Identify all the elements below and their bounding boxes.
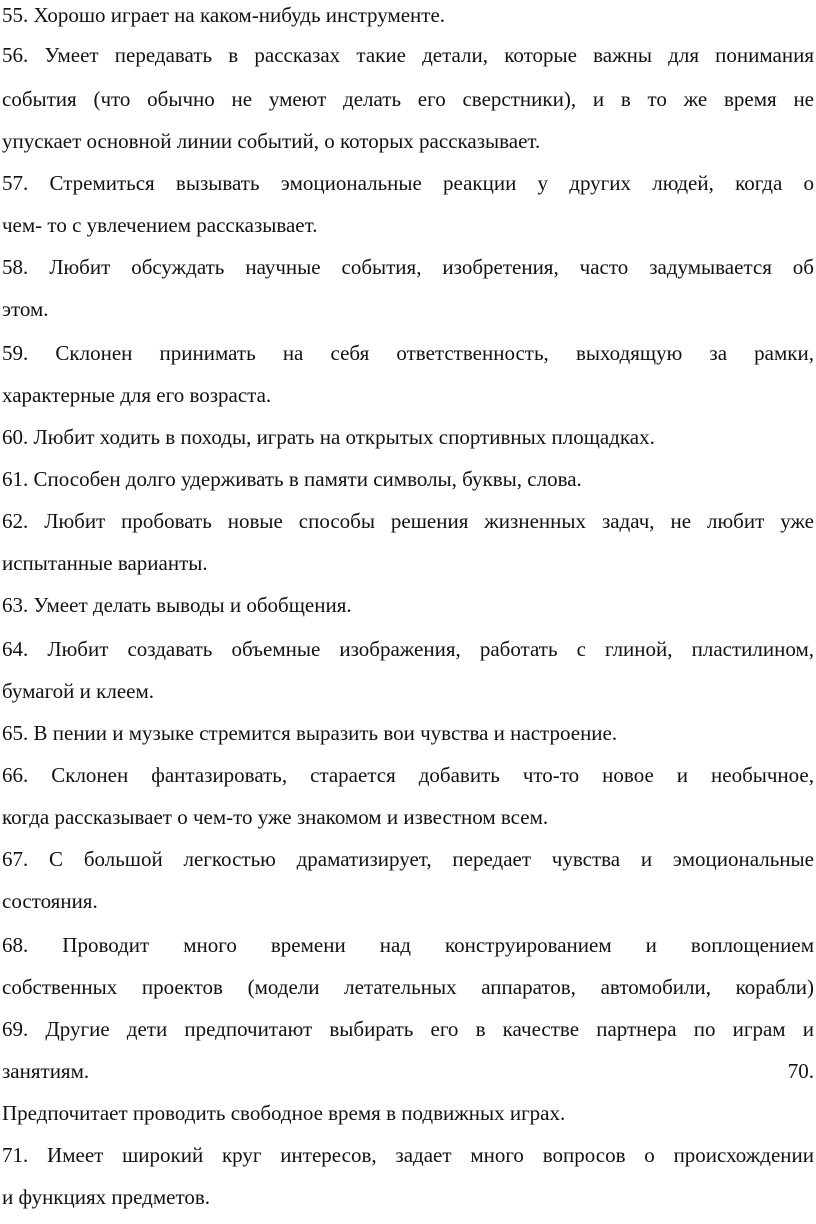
text-line: чем- то с увлечением рассказывает. [2,213,318,237]
text-line: события (что обычно не умеют делать его сверстники), и в то же время не [2,87,814,111]
text-line: 69. Другие дети предпочитают выбирать его в качестве партнера по играм и [2,1017,814,1041]
text-line: 61. Способен долго удерживать в памяти символы, буквы, слова. [2,467,582,491]
text-line: 68. Проводит много времени над конструированием и воплощением [2,933,814,957]
text-line: 58. Любит обсуждать научные события, изобретения, часто задумывается об [2,255,814,279]
text-line-trailing: 70. [787,1059,814,1083]
text-line: этом. [2,297,49,321]
text-line: 66. Склонен фантазировать, старается добавить что-то новое и необычное, [2,763,814,787]
text-line: и функциях предметов. [2,1185,211,1209]
text-line: испытанные варианты. [2,551,208,575]
text-line: 64. Любит создавать объемные изображения, работать с глиной, пластилином, [2,637,814,661]
text-line: 59. Склонен принимать на себя ответственность, выходящую за рамки, [2,341,814,365]
text-line: характерные для его возраста. [2,383,272,407]
text-line: 63. Умеет делать выводы и обобщения. [2,593,352,617]
text-line-start: занятиям. [2,1059,90,1083]
text-line: Предпочитает проводить свободное время в подвижных играх. [2,1101,566,1125]
text-line: 57. Стремиться вызывать эмоциональные реакции у других людей, когда о [2,171,814,195]
text-line: 67. С большой легкостью драматизирует, передает чувства и эмоциональные [2,847,814,871]
text-line: состояния. [2,889,98,913]
text-line: 65. В пении и музыке стремится выразить вои чувства и настроение. [2,721,618,745]
text-line: 62. Любит пробовать новые способы решения жизненных задач, не любит уже [2,509,814,533]
text-line: 60. Любит ходить в походы, играть на открытых спортивных площадках. [2,425,655,449]
text-line: когда рассказывает о чем-то уже знакомом и известном всем. [2,805,549,829]
text-line: бумагой и клеем. [2,679,155,703]
text-line: собственных проектов (модели летательных аппаратов, автомобили, корабли) [2,975,814,999]
text-line: 55. Хорошо играет на каком-нибудь инструменте. [2,3,446,27]
text-line: 56. Умеет передавать в рассказах такие детали, которые важны для понимания [2,43,814,67]
text-line: 71. Имеет широкий круг интересов, задает много вопросов о происхождении [2,1143,814,1167]
text-line: упускает основной линии событий, о которых рассказывает. [2,129,541,153]
